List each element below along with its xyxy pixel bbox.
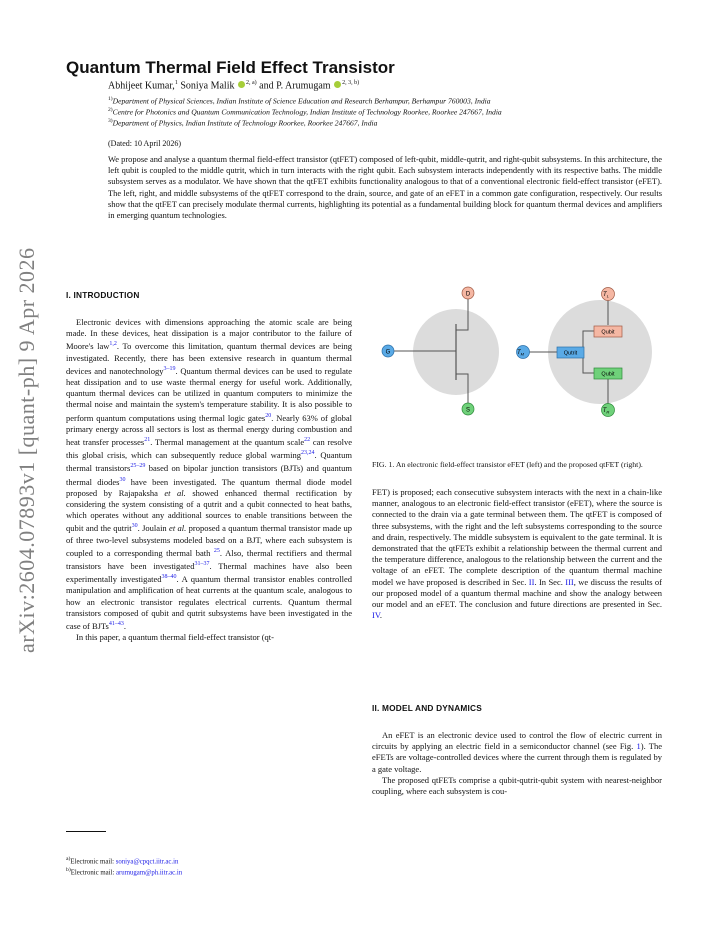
intro-column xyxy=(66,317,352,643)
citation-link[interactable]: 41–43 xyxy=(108,621,124,628)
citation-link[interactable]: 22 xyxy=(304,437,311,444)
section-heading-model: II. MODEL AND DYNAMICS xyxy=(372,703,482,713)
figure-1-caption: FIG. 1. An electronic field-effect transistor eFET (left) and the proposed qtFET (right). xyxy=(372,460,643,469)
author-2-sup: 2, a) xyxy=(245,80,257,86)
footnote-rule xyxy=(66,831,106,832)
qtfet-bath-l-label: $T_L$ xyxy=(603,292,609,299)
affiliation-1: $^{1)}$Department of Physical Sciences, Indian Institute of Science Education and Research Berhampur, Berhampur 760003, India xyxy=(108,96,491,106)
qtfet-qutrit-label: Qutrit xyxy=(563,350,578,357)
intro-paragraph-2: In this paper, a quantum thermal field-effect transistor (qt- xyxy=(76,632,275,643)
efet-source-label: S xyxy=(465,407,471,414)
citation-link[interactable]: 23,24 xyxy=(300,450,315,457)
author-conjunction: and xyxy=(259,80,274,92)
citation-link[interactable]: 30 xyxy=(131,523,138,530)
author-3-sup: 2, 3, b) xyxy=(342,80,360,86)
qtfet-qubit-top-label: Qubit xyxy=(601,329,615,336)
model-column xyxy=(372,730,662,797)
section-heading-introduction: I. INTRODUCTION xyxy=(66,290,140,300)
right-column-paragraph-1: FET) is proposed; each consecutive subsystem interacts with the next in a chain-like manner, analogous to an electronic field-effect transistor (eFET), where the source is connected to the drain via a gate terminal between them. The qtFET is composed of three subsystems, with the right and the left subsystems corresponding to the source and drain, respectively. The middle subsystem is equivalent to the gate terminal. It is demonstrated that the qtFETs exhibit a relationship between the thermal current and the temperature difference, analogous to the relationship between the current and the voltage of an eFET. The complete description of the quantum thermal machine model we have proposed is described in Sec. II. In Sec. III, we discuss the results of our proposed model of a quantum thermal machine and show the analogy between our model and an eFET. The conclusion and future directions are presented in Sec. IV. xyxy=(372,487,662,621)
email-link[interactable]: soniya@cpqct.iitr.ac.in xyxy=(115,858,179,866)
figure-1-diagram xyxy=(372,280,672,430)
arxiv-sidebar-id: arXiv:2604.07893v1 [quant-ph] 9 Apr 2026 xyxy=(14,247,39,653)
section-link[interactable]: III xyxy=(565,576,574,587)
efet-drain-label: D xyxy=(465,291,471,298)
author-1-sup: 1 xyxy=(174,80,178,86)
section-link[interactable]: II xyxy=(528,576,535,587)
orcid-icon[interactable] xyxy=(334,81,341,88)
section-link[interactable]: IV xyxy=(372,610,380,621)
model-paragraph-2: The proposed qtFETs comprise a qubit-qutrit-qubit system with nearest-neighbor coupling, where each subsystem is cou- xyxy=(372,774,662,797)
citation-link[interactable]: 30 xyxy=(119,476,126,483)
citation-link[interactable]: 31–37 xyxy=(194,561,210,568)
citation-link[interactable]: 25 xyxy=(213,547,220,554)
citation-link[interactable]: 25–29 xyxy=(130,463,146,470)
citation-link[interactable]: 20 xyxy=(265,412,272,419)
model-paragraph-1: An eFET is an electronic device used to control the flow of electric current in circuits by applying an electric field in a semiconductor channel (see Fig. 1). The eFETs are voltage-controlled devices where the current through them is regulated by a gate voltage. xyxy=(372,730,662,774)
efet-gate-label: G xyxy=(385,349,391,356)
orcid-icon[interactable] xyxy=(238,81,245,88)
affiliation-2: $^{2)}$Centre for Photonics and Quantum Communication Technology, Indian Institute of Technology Roorkee, Roorkee 247667, India xyxy=(108,107,502,117)
email-link[interactable]: arumugam@ph.iitr.ac.in xyxy=(116,869,183,877)
citation-link[interactable]: 3–19 xyxy=(163,365,176,372)
abstract: We propose and analyse a quantum thermal field-effect transistor (qtFET) composed of left-qubit, middle-qutrit, and right-qubit subsystems. In this architecture, the left qubit is coupled to the middle qutrit, which in turn interacts with the right qubit. Each subsystem interacts independently with its respective baths. The middle subsystem serves as a modulator. We have shown that the qtFET exhibits functionality analogous to that of a conventional electronic field-effect transistor (eFET). The left, right, and middle subsystems of the qtFET correspond to the drain, source, and gate of an eFET in a common gate configuration, respectively. Our results show that the qtFET can precisely modulate thermal currents, highlighting its potential as a fundamental building block for quantum thermal devices and amplifiers in emerging quantum technologies. xyxy=(108,154,663,221)
paper-title: Quantum Thermal Field Effect Transistor xyxy=(66,58,395,77)
qtfet-bath-r-label: $T_R$ xyxy=(602,408,610,415)
citation-link[interactable]: 38–40 xyxy=(161,574,177,581)
citation-link[interactable]: 21 xyxy=(144,437,151,444)
affiliation-3: $^{3)}$Department of Physics, Indian Institute of Technology Roorkee, Roorkee 247667, India xyxy=(108,118,378,128)
footnote-a: $^{a)}$Electronic mail: soniya@cpqct.iitr.ac.in xyxy=(66,856,179,866)
author-2: Soniya Malik xyxy=(180,80,235,92)
figure-link[interactable]: 1 xyxy=(636,741,641,752)
intro-paragraph-1: Electronic devices with dimensions approaching the atomic scale are being made. In these devices, heat dissipation is a major contributor to the failure of Moore's law$^{1,2}$. To overcome this limitation, quantum thermal devices are being investigated. Recently, there has been extensive research in quantum thermal devices and nanotechnology$^{3-19}$. Quantum thermal devices can be used to regulate heat dissipation and to use waste thermal energy for useful work. Additionally, quantum thermal devices can be utilized in quantum computers to minimize the thermal noise and maintain the system's temperature stability. It is also possible to perform quantum computations using thermal logic gates$^{20}$. Nearly 63% of global primary energy across all sectors is lost as thermal energy during combustion and heat transfer processes$^{21}$. Thermal management at the quantum scale$^{22}$ can resolve this global crisis, which can subsequently reduce global warming$^{23,24}$. Quantum thermal transistors$^{25-29}$ based on bipolar junction transistors (BJTs) and quantum thermal diodes$^{30}$ have been investigated. The quantum thermal diode model proposed by Rajapaksha et al. showed enhanced thermal rectification by considering the system consisting of a qutrit and a qubit connected to heat baths, which operates without any additional sources to enable transitions between the qubit and the qutrit$^{30}$. Joulain et al. proposed a quantum thermal transistor made up of three two-level subsystems modeled based on a BJT, where each subsystem is coupled to a corresponding thermal bath $^{25}$. Also, thermal rectifiers and thermal transistors have been investigated$^{31-37}$. Thermal machines have also been experimentally investigated$^{38-40}$. A quantum thermal transistor enables controlled manipulation and amplification of heat currents at the quantum scale, analogous to how an electronic transistor regulates electrical currents. Quantum thermal transistors composed of qubit and qutrit subsystems have been investigated in the case of BJTs$^{41-43}$. xyxy=(66,317,353,632)
footnote-b: $^{b)}$Electronic mail: arumugam@ph.iitr.ac.in xyxy=(66,867,183,877)
author-list xyxy=(108,80,359,91)
dated-line: (Dated: 10 April 2026) xyxy=(108,139,182,148)
author-3: P. Arumugam xyxy=(276,80,331,92)
qtfet-bath-m-label: $T_M$ xyxy=(516,350,525,357)
citation-link[interactable]: 1,2 xyxy=(109,341,117,348)
qtfet-qubit-bottom-label: Qubit xyxy=(601,371,615,378)
author-1: Abhijeet Kumar, xyxy=(108,80,175,92)
